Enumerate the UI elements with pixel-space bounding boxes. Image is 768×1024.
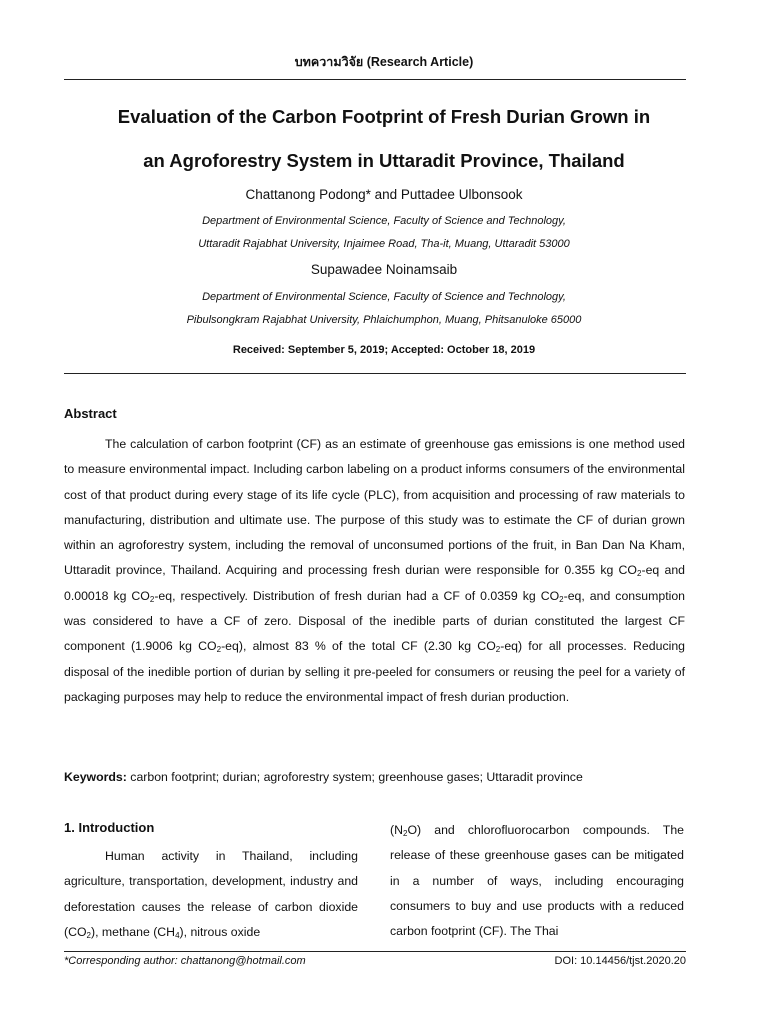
header-rule: [64, 79, 686, 80]
title-line-2: an Agroforestry System in Uttaradit Province, Thailand: [143, 150, 625, 171]
abstract-text: -eq, respectively. Distribution of fresh durian had a CF of 0.0359 kg CO: [154, 588, 560, 603]
abstract-body: [64, 432, 685, 710]
abstract-text: -eq), almost 83 % of the total CF (2.30 kg CO: [221, 639, 496, 654]
abstract-text: -eq) for all processes. Reducing disposal of the inedible portion of durian by selling it pre-peeled for consumers or reusing the peel for a variety of packaging purposes may help to reduce the environmental impact of fresh durian production.: [64, 639, 686, 704]
abstract-text: -eq and 0.00018 kg CO: [64, 563, 685, 603]
affiliation-1-line-1: Department of Environmental Science, Faculty of Science and Technology,: [202, 215, 566, 227]
body-text: ), nitrous oxide: [179, 924, 261, 939]
body-text: O) and chlorofluorocarbon compounds. The release of these greenhouse gases can be mitigated in a number of ways, including encouraging consumers to buy and use products with a reduced carbon footprint (CF). The Thai: [390, 823, 684, 939]
abstract-text: The calculation of carbon footprint (CF) as an estimate of greenhouse gas emissions is one method used to measure environmental impact. Including carbon labeling on a product informs consumers of the environmental cost of that product during every stage of its life cycle (PLC), from acquisition and processing of raw materials to manufacturing, distribution and ultimate use. The purpose of this study was to estimate the CF of durian grown within an agroforestry system, including the removal of unconsumed portions of the fruit, in Ban Dan Na Kham, Uttaradit province, Thailand. Acquiring and processing fresh durian were responsible for 0.355 kg CO: [64, 437, 685, 578]
author-group-1: Chattanong Podong* and Puttadee Ulbonsook: [245, 187, 523, 202]
corresponding-author-note: *Corresponding author: chattanong@hotmail.com: [64, 955, 306, 967]
subscript: 2: [559, 594, 564, 604]
affiliation-1: [0, 210, 768, 256]
title-line-1: Evaluation of the Carbon Footprint of Fresh Durian Grown in: [117, 106, 651, 127]
subscript: 2: [495, 645, 501, 655]
paper-title: [40, 95, 728, 183]
body-text: Human activity in Thailand, including agriculture, transportation, development, industry and deforestation causes the release of carbon dioxide (CO: [64, 849, 358, 939]
introduction-heading: 1. Introduction: [64, 820, 155, 835]
body-text: (N: [390, 823, 403, 837]
abstract-heading: Abstract: [64, 406, 117, 421]
author-group-2: Supawadee Noinamsaib: [310, 262, 458, 277]
dates-rule: [64, 373, 686, 374]
subscript: 2: [216, 645, 222, 655]
abstract-text: -eq, and consumption was considered to have a CF of zero. Disposal of the inedible parts of durian constituted the largest CF component (1.9006 kg CO: [64, 588, 686, 654]
footer-rule: [64, 951, 686, 952]
affiliation-2: [0, 286, 768, 332]
introduction-right-column: [390, 818, 684, 944]
subscript: 2: [637, 569, 642, 579]
subscript: 2: [86, 930, 91, 940]
article-type-label: บทความวิจัย (Research Article): [294, 55, 474, 69]
body-text: ), methane (CH: [91, 924, 176, 939]
introduction-left-column: [64, 844, 358, 945]
affiliation-1-line-2: Uttaradit Rajabhat University, Injaimee Road, Tha-it, Muang, Uttaradit 53000: [198, 238, 570, 250]
affiliation-2-line-2: Pibulsongkram Rajabhat University, Phlaichumphon, Muang, Phitsanuloke 65000: [186, 314, 582, 326]
keywords-label: Keywords:: [64, 770, 127, 784]
doi-text: DOI: 10.14456/tjst.2020.20: [554, 955, 686, 967]
keywords-text: carbon footprint; durian; agroforestry system; greenhouse gases; Uttaradit province: [126, 770, 583, 784]
subscript: 2: [149, 594, 155, 604]
subscript: 2: [402, 829, 408, 838]
affiliation-2-line-1: Department of Environmental Science, Faculty of Science and Technology,: [202, 291, 566, 303]
keywords: [64, 770, 686, 784]
subscript: 4: [175, 930, 180, 940]
received-accepted-dates: Received: September 5, 2019; Accepted: October 18, 2019: [232, 344, 536, 356]
